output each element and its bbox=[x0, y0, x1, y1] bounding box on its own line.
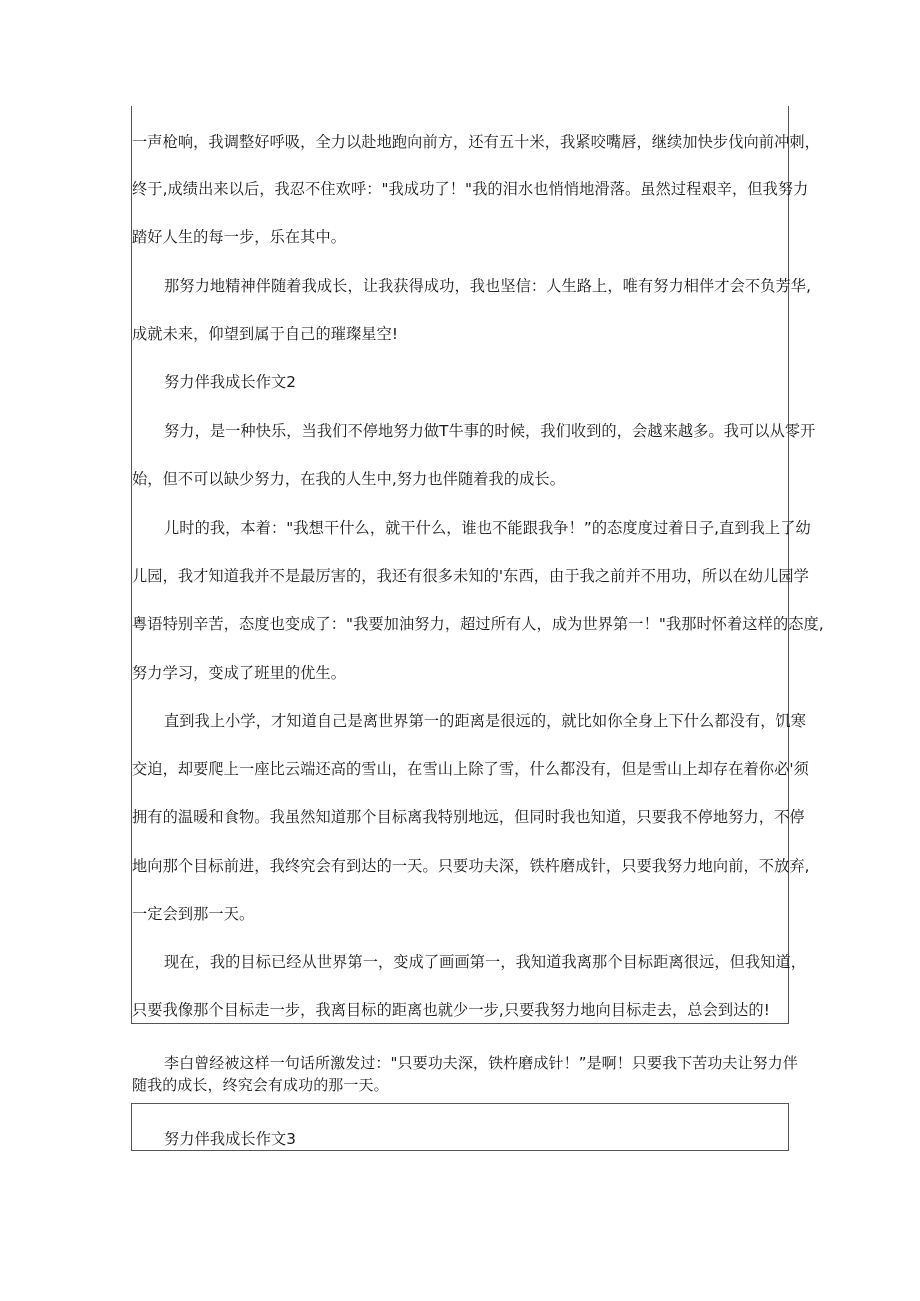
paragraph-line: 一声枪响，我调整好呼吸，全力以赴地跑向前方，还有五十米，我紧咬嘴唇，继续加快步伐向前冲刺， bbox=[132, 133, 820, 151]
paragraph-line: 现在，我的目标已经从世界第一，变成了画画第一，我知道我离那个目标距离很远，但我知道， bbox=[164, 953, 807, 971]
paragraph-line: 粤语特别辛苦，态度也变成了："我要加油努力，超过所有人，成为世界第一！"我那时怀着这样的态度, bbox=[132, 615, 824, 633]
paragraph-line: 努力，是一种快乐，当我们不停地努力做T牛事的时候，我们收到的，会越来越多。我可以从零开 bbox=[164, 422, 816, 440]
paragraph-line: 只要我像那个目标走一步，我离目标的距离也就少一步,只要我努力地向目标走去，总会到达的! bbox=[132, 1001, 770, 1019]
section-heading: 努力伴我成长作文2 bbox=[164, 373, 297, 391]
paragraph-line: 拥有的温暖和食物。我虽然知道那个目标离我特别地远，但同时我也知道，只要我不停地努力，不停 bbox=[132, 808, 805, 826]
paragraph-line: 努力学习，变成了班里的优生。 bbox=[132, 664, 347, 682]
paragraph-line: 李白曾经被这样一句话所激发过："只要功夫深，铁杵磨成针！”是啊！只要我下苦功夫让努力伴 bbox=[164, 1054, 798, 1072]
paragraph-line: 随我的成长，终究会有成功的那一天。 bbox=[132, 1076, 389, 1094]
paragraph-line: 地向那个目标前进，我终究会有到达的一天。只要功夫深，铁杵磨成针，只要我努力地向前，不放弃, bbox=[132, 857, 810, 875]
paragraph-line: 儿园，我才知道我并不是最厉害的，我还有很多未知的'东西，由于我之前并不用功，所以在幼儿园学 bbox=[132, 567, 809, 585]
section-heading: 努力伴我成长作文3 bbox=[164, 1130, 297, 1148]
paragraph-line: 一定会到那一天。 bbox=[132, 905, 255, 923]
paragraph-line: 成就未来，仰望到属于自己的璀璨星空! bbox=[132, 325, 399, 343]
paragraph-line: 儿时的我，本着："我想干什么，就干什么，谁也不能跟我争！”的态度度过着日子,直到我上了幼 bbox=[164, 519, 811, 537]
paragraph-line: 踏好人生的每一步，乐在其中。 bbox=[132, 228, 347, 246]
paragraph-line: 始，但不可以缺少努力，在我的人生中,努力也伴随着我的成长。 bbox=[132, 470, 565, 488]
paragraph-line: 交迫，却要爬上一座比云端还高的雪山，在雪山上除了雪，什么都没有，但是雪山上却存在着你必'须 bbox=[132, 760, 809, 778]
paragraph-line: 那努力地精神伴随着我成长，让我获得成功，我也坚信：人生路上，唯有努力相伴才会不负芳华, bbox=[164, 277, 812, 295]
paragraph-line: 直到我上小学，才知道自己是离世界第一的距离是很远的，就比如你全身上下什么都没有，饥寒 bbox=[164, 712, 807, 730]
paragraph-line: 终于,成绩出来以后，我忍不住欢呼："我成功了！"我的泪水也悄悄地滑落。虽然过程艰辛，但我努力 bbox=[132, 180, 809, 198]
